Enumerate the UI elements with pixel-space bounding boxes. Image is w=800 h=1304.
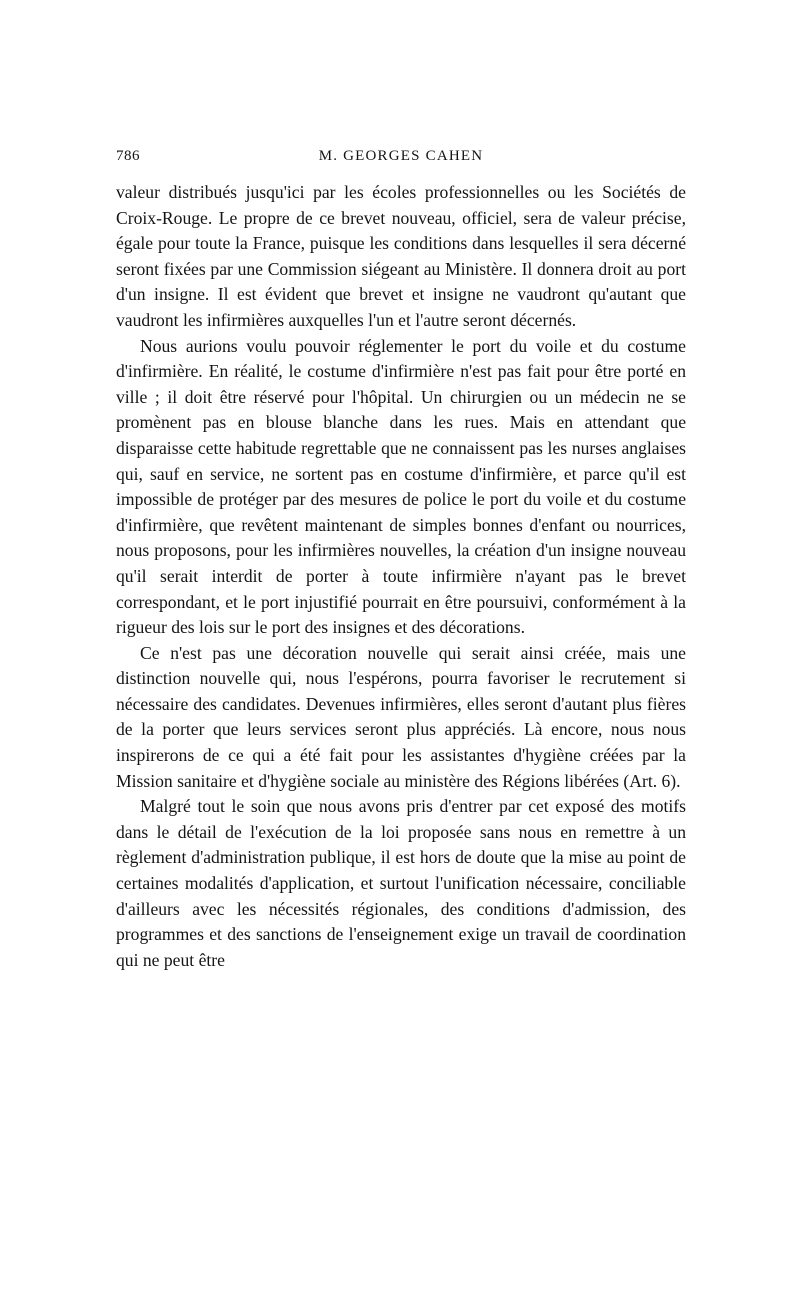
document-page	[116, 144, 686, 973]
paragraph-coordination: Malgré tout le soin que nous avons pris d'entrer par cet exposé des motifs dans le détail de l'exécution de la loi proposée sans nous en remettre à un règlement d'administration publique, il est hors de doute que la mise au point de certaines modalités d'application, et surtout l'unification nécessaire, conciliable d'ailleurs avec les nécessités régionales, des conditions d'admission, des programmes et des sanctions de l'enseignement exige un travail de coordination qui ne peut être	[116, 796, 686, 970]
body-text	[116, 180, 686, 973]
page-number: 786	[116, 148, 140, 164]
paragraph-distinction: Ce n'est pas une décoration nouvelle qui serait ainsi créée, mais une distinction nouvelle qui, nous l'espérons, pourra favoriser le recrutement si nécessaire des candidates. Devenues infirmières, elles seront d'autant plus fières de la porter que leurs services seront plus appréciés. Là encore, nous nous inspirerons de ce qui a été fait pour les assistantes d'hygiène créées par la Mission sanitaire et d'hygiène sociale au ministère des Régions libérées (Art. 6).	[116, 642, 686, 791]
paragraph-continued: valeur distribués jusqu'ici par les écoles professionnelles ou les Sociétés de Croix-Rouge. Le propre de ce brevet nouveau, officiel, sera de valeur précise, égale pour toute la France, puisque les conditions dans lesquelles il sera décerné seront fixées par une Commission siégeant au Ministère. Il donnera droit au port d'un insigne. Il est évident que brevet et insigne ne vaudront qu'autant que vaudront les infirmières auxquelles l'un et l'autre seront décernés.	[116, 182, 686, 330]
paragraph-costume: Nous aurions voulu pouvoir réglementer le port du voile et du costume d'infirmière. En réalité, le costume d'infirmière n'est pas fait pour être porté en ville ; il doit être réservé pour l'hôpital. Un chirurgien ou un médecin ne se promènent pas en blouse blanche dans les rues. Mais en attendant que disparaisse cette habitude regrettable que ne connaissent pas les nurses anglaises qui, sauf en service, ne sortent pas en costume d'infirmière, et parce qu'il est impossible de protéger par des mesures de police le port du voile et du costume d'infirmière, que revêtent maintenant de simples bonnes d'enfant ou nourrices, nous proposons, pour les infirmières nouvelles, la création d'un insigne nouveau qu'il serait interdit de porter à toute infirmière n'ayant pas le brevet correspondant, et le port injustifié pourrait en être poursuivi, conformément à la rigueur des lois sur le port des insignes et des décorations.	[116, 335, 686, 638]
running-header	[116, 144, 686, 174]
running-title: M. GEORGES CAHEN	[318, 148, 484, 164]
